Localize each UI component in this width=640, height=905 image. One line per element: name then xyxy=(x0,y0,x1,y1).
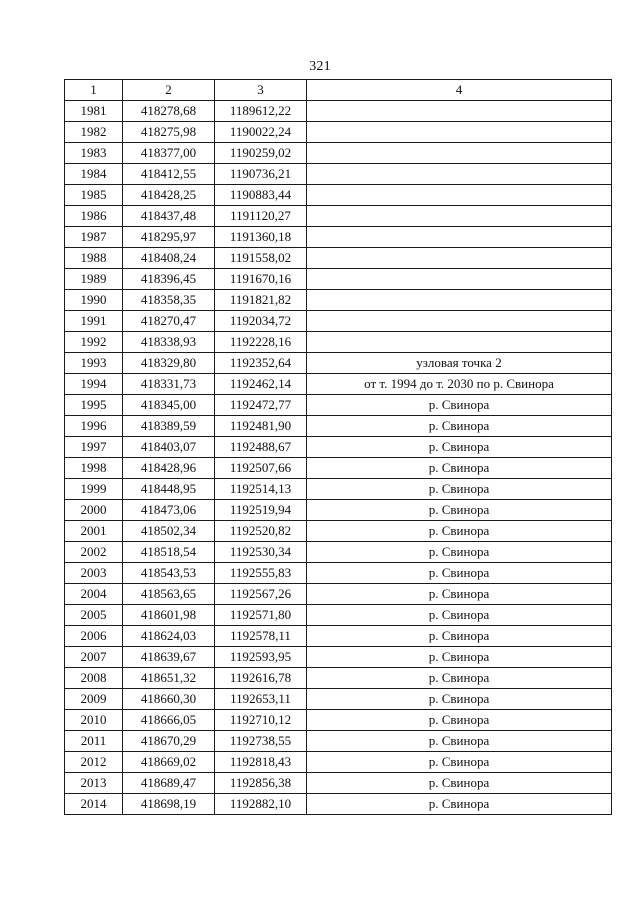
table-row xyxy=(65,605,612,626)
description-cell xyxy=(307,332,612,353)
x-coordinate-cell: 418563,65 xyxy=(123,584,215,605)
y-coordinate-cell: 1190883,44 xyxy=(215,185,307,206)
description-cell: р. Свинора xyxy=(307,647,612,668)
x-coordinate-cell: 418428,96 xyxy=(123,458,215,479)
column-header: 4 xyxy=(307,80,612,101)
y-coordinate-cell: 1192555,83 xyxy=(215,563,307,584)
point-number-cell: 2010 xyxy=(65,710,123,731)
x-coordinate-cell: 418270,47 xyxy=(123,311,215,332)
table-row xyxy=(65,353,612,374)
table-row xyxy=(65,374,612,395)
point-number-cell: 1983 xyxy=(65,143,123,164)
x-coordinate-cell: 418639,67 xyxy=(123,647,215,668)
x-coordinate-cell: 418408,24 xyxy=(123,248,215,269)
y-coordinate-cell: 1191120,27 xyxy=(215,206,307,227)
table-row xyxy=(65,185,612,206)
point-number-cell: 2008 xyxy=(65,668,123,689)
y-coordinate-cell: 1192519,94 xyxy=(215,500,307,521)
x-coordinate-cell: 418669,02 xyxy=(123,752,215,773)
y-coordinate-cell: 1192507,66 xyxy=(215,458,307,479)
table-row xyxy=(65,710,612,731)
point-number-cell: 2006 xyxy=(65,626,123,647)
column-header: 2 xyxy=(123,80,215,101)
y-coordinate-cell: 1192593,95 xyxy=(215,647,307,668)
y-coordinate-cell: 1192818,43 xyxy=(215,752,307,773)
y-coordinate-cell: 1192578,11 xyxy=(215,626,307,647)
description-cell xyxy=(307,311,612,332)
table-row xyxy=(65,248,612,269)
x-coordinate-cell: 418338,93 xyxy=(123,332,215,353)
y-coordinate-cell: 1192882,10 xyxy=(215,794,307,815)
y-coordinate-cell: 1190736,21 xyxy=(215,164,307,185)
x-coordinate-cell: 418689,47 xyxy=(123,773,215,794)
description-cell: р. Свинора xyxy=(307,542,612,563)
y-coordinate-cell: 1192653,11 xyxy=(215,689,307,710)
table-header-row xyxy=(65,80,612,101)
column-header: 3 xyxy=(215,80,307,101)
point-number-cell: 1994 xyxy=(65,374,123,395)
point-number-cell: 2002 xyxy=(65,542,123,563)
x-coordinate-cell: 418518,54 xyxy=(123,542,215,563)
table-row xyxy=(65,122,612,143)
x-coordinate-cell: 418403,07 xyxy=(123,437,215,458)
point-number-cell: 2001 xyxy=(65,521,123,542)
point-number-cell: 1995 xyxy=(65,395,123,416)
description-cell: р. Свинора xyxy=(307,626,612,647)
x-coordinate-cell: 418389,59 xyxy=(123,416,215,437)
description-cell xyxy=(307,248,612,269)
y-coordinate-cell: 1192616,78 xyxy=(215,668,307,689)
point-number-cell: 1998 xyxy=(65,458,123,479)
table-row xyxy=(65,479,612,500)
point-number-cell: 1997 xyxy=(65,437,123,458)
y-coordinate-cell: 1192567,26 xyxy=(215,584,307,605)
table-row xyxy=(65,626,612,647)
point-number-cell: 2013 xyxy=(65,773,123,794)
description-cell: р. Свинора xyxy=(307,710,612,731)
table-row xyxy=(65,542,612,563)
table-row xyxy=(65,269,612,290)
table-row xyxy=(65,416,612,437)
table-row xyxy=(65,500,612,521)
y-coordinate-cell: 1191670,16 xyxy=(215,269,307,290)
table-row xyxy=(65,752,612,773)
y-coordinate-cell: 1191821,82 xyxy=(215,290,307,311)
point-number-cell: 1981 xyxy=(65,101,123,122)
table-row xyxy=(65,395,612,416)
table-row xyxy=(65,311,612,332)
point-number-cell: 1989 xyxy=(65,269,123,290)
point-number-cell: 2000 xyxy=(65,500,123,521)
description-cell: р. Свинора xyxy=(307,437,612,458)
table-row xyxy=(65,668,612,689)
description-cell xyxy=(307,185,612,206)
y-coordinate-cell: 1192462,14 xyxy=(215,374,307,395)
x-coordinate-cell: 418698,19 xyxy=(123,794,215,815)
description-cell: р. Свинора xyxy=(307,584,612,605)
x-coordinate-cell: 418437,48 xyxy=(123,206,215,227)
point-number-cell: 1990 xyxy=(65,290,123,311)
point-number-cell: 1985 xyxy=(65,185,123,206)
point-number-cell: 2009 xyxy=(65,689,123,710)
column-header: 1 xyxy=(65,80,123,101)
description-cell: от т. 1994 до т. 2030 по р. Свинора xyxy=(307,374,612,395)
point-number-cell: 1991 xyxy=(65,311,123,332)
x-coordinate-cell: 418473,06 xyxy=(123,500,215,521)
table-row xyxy=(65,227,612,248)
y-coordinate-cell: 1192710,12 xyxy=(215,710,307,731)
table-row xyxy=(65,731,612,752)
table-row xyxy=(65,794,612,815)
coordinates-table xyxy=(64,79,612,815)
description-cell xyxy=(307,101,612,122)
description-cell xyxy=(307,227,612,248)
y-coordinate-cell: 1192856,38 xyxy=(215,773,307,794)
description-cell: р. Свинора xyxy=(307,668,612,689)
table-row xyxy=(65,563,612,584)
point-number-cell: 1982 xyxy=(65,122,123,143)
y-coordinate-cell: 1192530,34 xyxy=(215,542,307,563)
x-coordinate-cell: 418543,53 xyxy=(123,563,215,584)
point-number-cell: 1987 xyxy=(65,227,123,248)
point-number-cell: 2012 xyxy=(65,752,123,773)
y-coordinate-cell: 1191558,02 xyxy=(215,248,307,269)
x-coordinate-cell: 418329,80 xyxy=(123,353,215,374)
x-coordinate-cell: 418331,73 xyxy=(123,374,215,395)
table-row xyxy=(65,689,612,710)
table-row xyxy=(65,290,612,311)
y-coordinate-cell: 1192514,13 xyxy=(215,479,307,500)
y-coordinate-cell: 1192034,72 xyxy=(215,311,307,332)
description-cell xyxy=(307,122,612,143)
description-cell: р. Свинора xyxy=(307,773,612,794)
description-cell xyxy=(307,164,612,185)
x-coordinate-cell: 418275,98 xyxy=(123,122,215,143)
y-coordinate-cell: 1189612,22 xyxy=(215,101,307,122)
description-cell: р. Свинора xyxy=(307,521,612,542)
point-number-cell: 1996 xyxy=(65,416,123,437)
description-cell xyxy=(307,206,612,227)
description-cell: р. Свинора xyxy=(307,689,612,710)
description-cell: узловая точка 2 xyxy=(307,353,612,374)
table-row xyxy=(65,773,612,794)
table-row xyxy=(65,521,612,542)
y-coordinate-cell: 1191360,18 xyxy=(215,227,307,248)
table-row xyxy=(65,206,612,227)
x-coordinate-cell: 418601,98 xyxy=(123,605,215,626)
description-cell: р. Свинора xyxy=(307,794,612,815)
description-cell: р. Свинора xyxy=(307,731,612,752)
x-coordinate-cell: 418670,29 xyxy=(123,731,215,752)
description-cell: р. Свинора xyxy=(307,752,612,773)
point-number-cell: 2014 xyxy=(65,794,123,815)
table-row xyxy=(65,164,612,185)
description-cell: р. Свинора xyxy=(307,458,612,479)
y-coordinate-cell: 1192481,90 xyxy=(215,416,307,437)
y-coordinate-cell: 1192520,82 xyxy=(215,521,307,542)
y-coordinate-cell: 1192472,77 xyxy=(215,395,307,416)
x-coordinate-cell: 418295,97 xyxy=(123,227,215,248)
point-number-cell: 2011 xyxy=(65,731,123,752)
point-number-cell: 1984 xyxy=(65,164,123,185)
description-cell xyxy=(307,143,612,164)
x-coordinate-cell: 418358,35 xyxy=(123,290,215,311)
x-coordinate-cell: 418448,95 xyxy=(123,479,215,500)
x-coordinate-cell: 418412,55 xyxy=(123,164,215,185)
page-number: 321 xyxy=(309,59,331,74)
point-number-cell: 2004 xyxy=(65,584,123,605)
y-coordinate-cell: 1192488,67 xyxy=(215,437,307,458)
table-row xyxy=(65,437,612,458)
point-number-cell: 2005 xyxy=(65,605,123,626)
table-body xyxy=(65,101,612,815)
point-number-cell: 1992 xyxy=(65,332,123,353)
y-coordinate-cell: 1192228,16 xyxy=(215,332,307,353)
table-row xyxy=(65,584,612,605)
x-coordinate-cell: 418345,00 xyxy=(123,395,215,416)
table-row xyxy=(65,647,612,668)
point-number-cell: 1993 xyxy=(65,353,123,374)
table-row xyxy=(65,458,612,479)
description-cell: р. Свинора xyxy=(307,395,612,416)
point-number-cell: 1999 xyxy=(65,479,123,500)
table-row xyxy=(65,143,612,164)
y-coordinate-cell: 1192738,55 xyxy=(215,731,307,752)
x-coordinate-cell: 418651,32 xyxy=(123,668,215,689)
x-coordinate-cell: 418377,00 xyxy=(123,143,215,164)
x-coordinate-cell: 418660,30 xyxy=(123,689,215,710)
description-cell: р. Свинора xyxy=(307,605,612,626)
y-coordinate-cell: 1192352,64 xyxy=(215,353,307,374)
point-number-cell: 2007 xyxy=(65,647,123,668)
x-coordinate-cell: 418502,34 xyxy=(123,521,215,542)
description-cell xyxy=(307,269,612,290)
description-cell xyxy=(307,290,612,311)
x-coordinate-cell: 418666,05 xyxy=(123,710,215,731)
x-coordinate-cell: 418278,68 xyxy=(123,101,215,122)
description-cell: р. Свинора xyxy=(307,563,612,584)
x-coordinate-cell: 418624,03 xyxy=(123,626,215,647)
y-coordinate-cell: 1192571,80 xyxy=(215,605,307,626)
x-coordinate-cell: 418428,25 xyxy=(123,185,215,206)
description-cell: р. Свинора xyxy=(307,479,612,500)
description-cell: р. Свинора xyxy=(307,416,612,437)
y-coordinate-cell: 1190022,24 xyxy=(215,122,307,143)
x-coordinate-cell: 418396,45 xyxy=(123,269,215,290)
y-coordinate-cell: 1190259,02 xyxy=(215,143,307,164)
point-number-cell: 1988 xyxy=(65,248,123,269)
description-cell: р. Свинора xyxy=(307,500,612,521)
table-row xyxy=(65,101,612,122)
point-number-cell: 2003 xyxy=(65,563,123,584)
table-row xyxy=(65,332,612,353)
point-number-cell: 1986 xyxy=(65,206,123,227)
